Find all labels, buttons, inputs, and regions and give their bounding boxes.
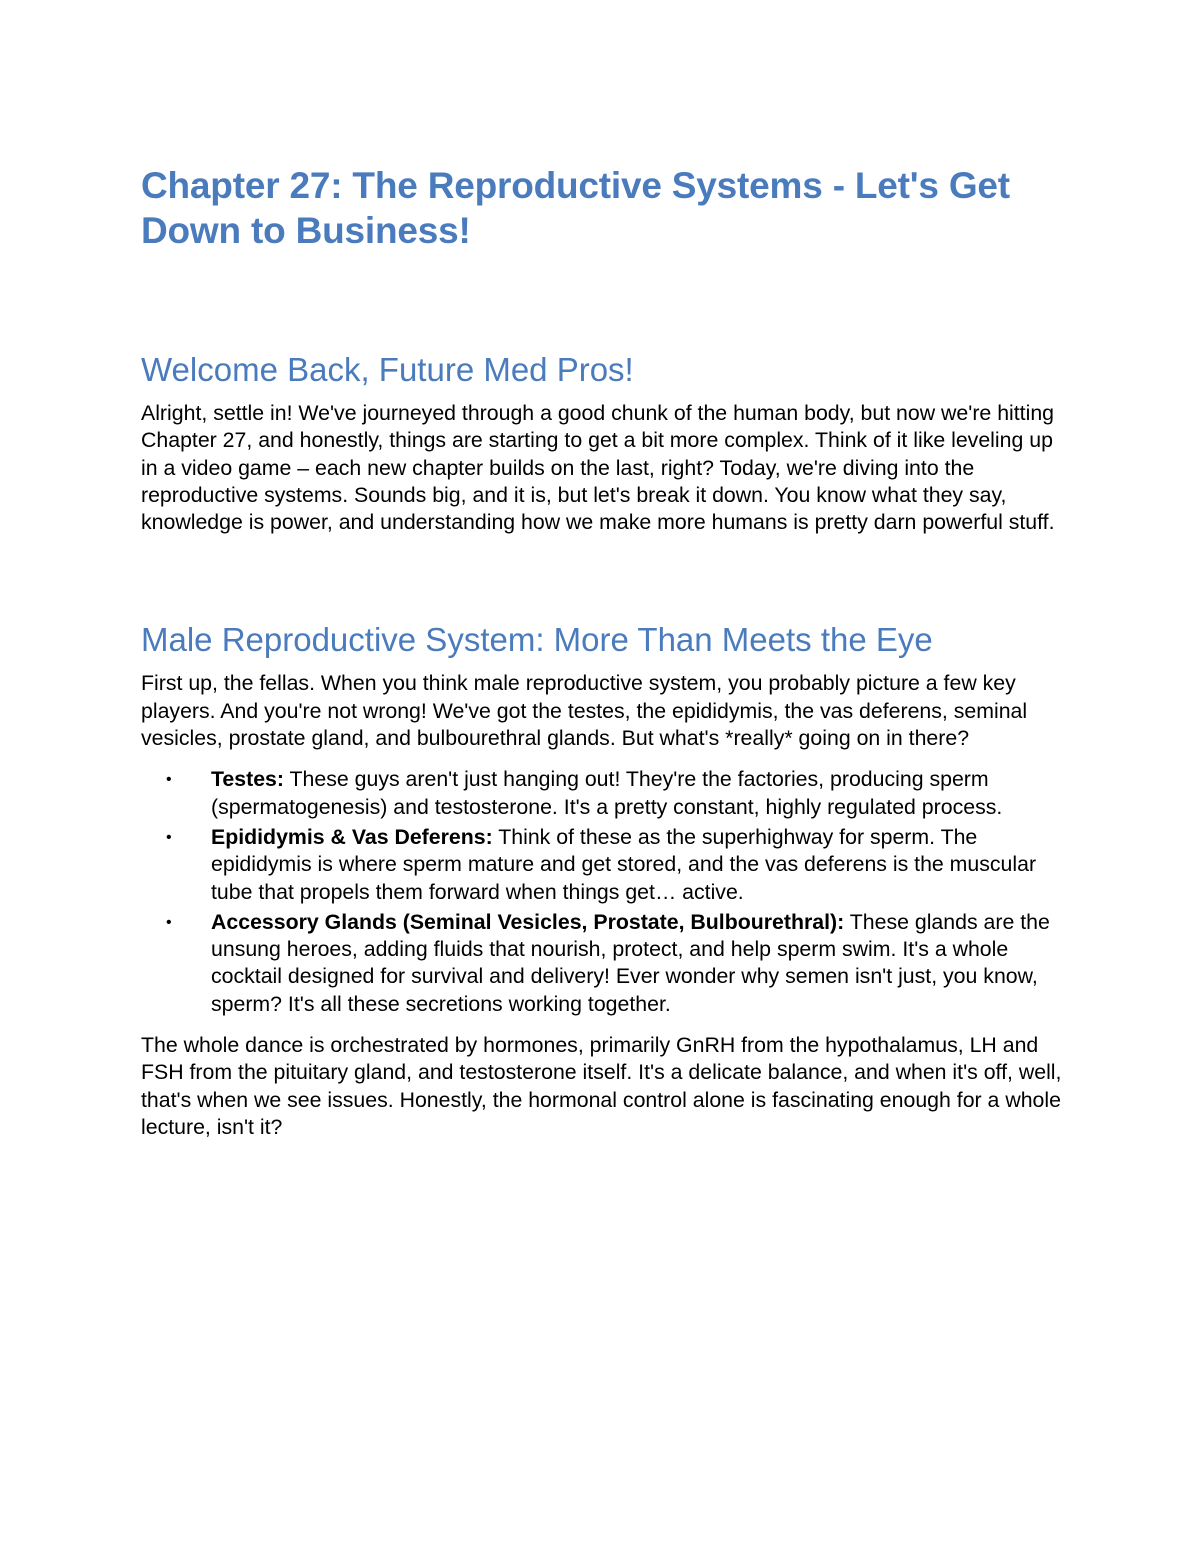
bullet-text: Think of these as the superhighway for sperm. The epididymis is where sperm mature and get stored, and the vas deferens is the muscular tube that propels them forward when things get… active. [211, 824, 1037, 904]
list-item-accessory-glands [141, 909, 1066, 1018]
bullet-term: Accessory Glands (Seminal Vesicles, Prostate, Bulbourethral): [211, 909, 845, 934]
bullet-icon: • [166, 913, 172, 931]
bullet-text: These guys aren't just hanging out! They're the factories, producing sperm (spermatogenesis) and testosterone. It's a pretty constant, highly regulated process. [211, 767, 1003, 819]
list-item-epididymis [141, 824, 1066, 906]
section-heading-welcome: Welcome Back, Future Med Pros! [141, 351, 634, 388]
intro-paragraph: Alright, settle in! We've journeyed through a good chunk of the human body, but now we're hitting Chapter 27, and honestly, things are starting to get a bit more complex. Think of it like leveling up in a video game – each new chapter builds on the last, right? Today, we're diving into the reproductive systems. Sounds big, and it is, but let's break it down. You know what they say, knowledge is power, and understanding how we make more humans is pretty darn powerful stuff. [141, 401, 1055, 535]
document-title: Chapter 27: The Reproductive Systems - Let's Get Down to Business! [141, 165, 1010, 251]
bullet-term: Testes: [211, 767, 284, 792]
document-content [141, 163, 1066, 1141]
bullet-icon: • [166, 771, 172, 789]
section-heading-male-reproductive: Male Reproductive System: More Than Meets the Eye [141, 621, 933, 659]
bullet-list [141, 766, 1066, 1018]
bullet-term: Epididymis & Vas Deferens: [211, 824, 493, 849]
male-intro-paragraph: First up, the fellas. When you think male reproductive system, you probably picture a few key players. And you're not wrong! We've got the testes, the epididymis, the vas deferens, seminal vesicles, prostate gland, and bulbourethral glands. But what's *really* going on in there? [141, 671, 1028, 751]
list-item-testes [141, 766, 1066, 821]
bullet-text: These glands are the unsung heroes, adding fluids that nourish, protect, and help sperm swim. It's a whole cocktail designed for survival and delivery! Ever wonder why semen isn't just, you know, sperm? It's all these secretions working together. [211, 909, 1050, 1016]
hormones-paragraph: The whole dance is orchestrated by hormones, primarily GnRH from the hypothalamus, LH and FSH from the pituitary gland, and testosterone itself. It's a delicate balance, and when it's off, well, that's when we see issues. Honestly, the hormonal control alone is fascinating enough for a whole lecture, isn't it? [141, 1033, 1062, 1139]
bullet-icon: • [166, 828, 172, 846]
